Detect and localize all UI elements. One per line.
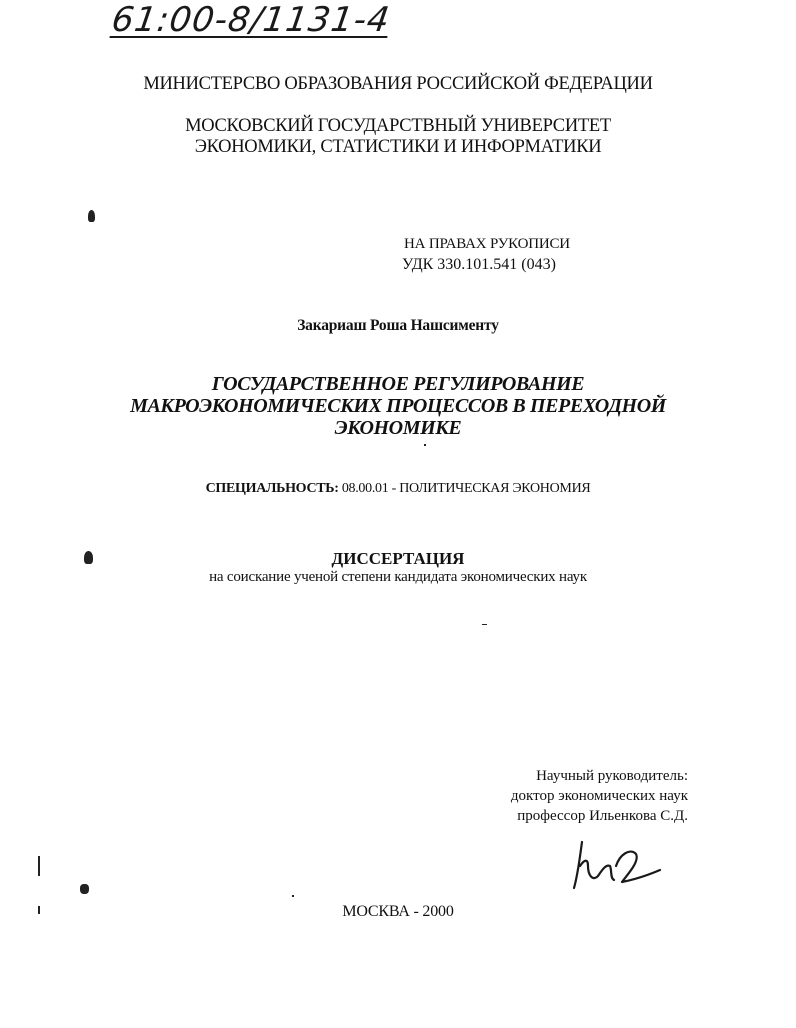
supervisor-block: [511, 766, 688, 826]
dissertation-heading: ДИССЕРТАЦИЯ: [331, 549, 465, 568]
specialty-label: СПЕЦИАЛЬНОСТЬ:: [205, 481, 339, 496]
ministry-heading: МИНИСТЕРСВО ОБРАЗОВАНИЯ РОССИЙСКОЙ ФЕДЕРАЦИИ: [143, 74, 653, 94]
manuscript-rights-label: НА ПРАВАХ РУКОПИСИ: [404, 236, 570, 252]
university-heading: [0, 116, 796, 158]
author-name: Закариаш Роша Нашсименту: [297, 317, 499, 334]
university-line-1: МОСКОВСКИЙ ГОСУДАРСТВНЫЙ УНИВЕРСИТЕТ: [185, 116, 611, 136]
supervisor-degree: доктор экономических наук: [510, 788, 688, 804]
scan-speck: [482, 624, 487, 625]
specialty-value: 08.00.01 - ПОЛИТИЧЕСКАЯ ЭКОНОМИЯ: [341, 481, 591, 496]
supervisor-label: Научный руководитель:: [536, 768, 688, 784]
specialty-line: [0, 481, 796, 497]
scan-speck: [80, 884, 89, 894]
scan-speck: [292, 895, 294, 897]
city-year: МОСКВА - 2000: [342, 903, 454, 920]
title-line-3: ЭКОНОМИКЕ: [334, 417, 462, 439]
scan-speck: [38, 906, 40, 914]
scan-speck: [38, 856, 40, 876]
title-line-2: МАКРОЭКОНОМИЧЕСКИХ ПРОЦЕССОВ В ПЕРЕХОДНОЙ: [130, 395, 666, 417]
archive-code-handwritten: 61:00-8/1131-4: [109, 0, 393, 40]
university-line-2: ЭКОНОМИКИ, СТАТИСТИКИ И ИНФОРМАТИКИ: [194, 137, 602, 157]
title-line-1: ГОСУДАРСТВЕННОЕ РЕГУЛИРОВАНИЕ: [211, 373, 585, 395]
udk-code: УДК 330.101.541 (043): [402, 256, 556, 273]
scan-speck: [88, 210, 95, 222]
dissertation-purpose: на соискание ученой степени кандидата экономических наук: [209, 569, 587, 585]
supervisor-name: профессор Ильенкова С.Д.: [517, 808, 688, 824]
scan-speck: [84, 551, 93, 564]
scan-speck: [424, 444, 426, 446]
signature-image: [566, 836, 666, 894]
dissertation-title: [0, 373, 796, 439]
